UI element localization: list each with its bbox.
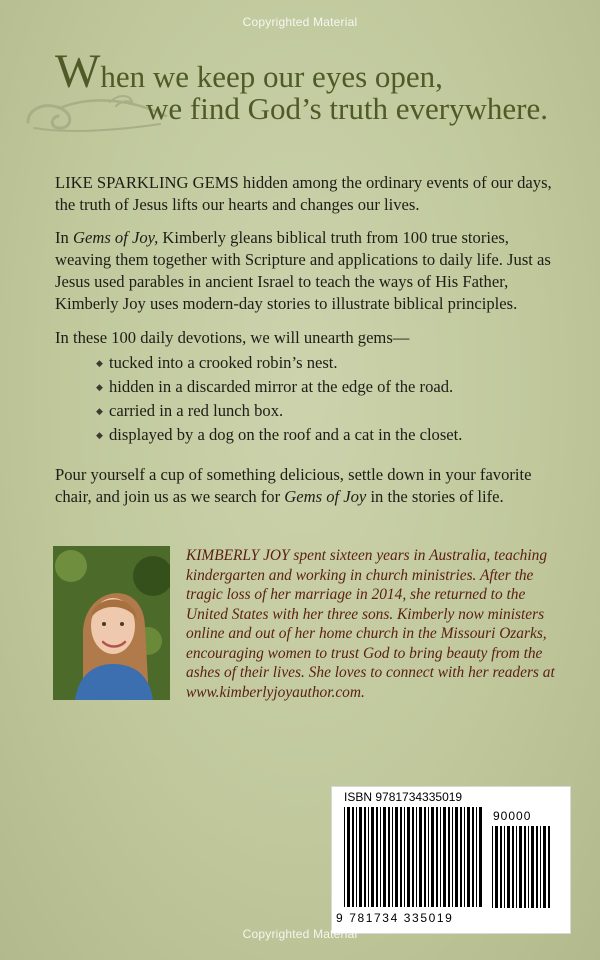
- barcode-bar: [352, 807, 354, 907]
- intro-caps: LIKE SPARKLING GEMS: [55, 173, 239, 192]
- barcode-bar: [431, 807, 434, 907]
- book-title: Gems of Joy,: [72, 228, 159, 247]
- barcode-bar: [507, 826, 510, 908]
- author-bio: KIMBERLY JOY spent sixteen years in Australia, teaching kindergarten and working in church ministries. After the tragic loss of her marriage in 2014, she returned to the United States with her three sons. Kimberly now ministers online and out of her home church in the Missouri Ozarks, encouraging women to trust God to bring beauty from the ashes of their lives. She loves to connect with her readers at www.kimberlyjoyauthor.com.: [186, 547, 555, 701]
- barcode-bar: [364, 807, 366, 907]
- list-item: [96, 351, 462, 375]
- barcode-bar: [543, 826, 546, 908]
- barcode-bar: [344, 807, 345, 907]
- barcode-bar: [368, 807, 369, 907]
- barcode-bar: [395, 807, 398, 907]
- list-item: [96, 399, 462, 423]
- barcode-bar: [440, 807, 441, 907]
- tagline-line-1-text: hen we keep our eyes open,: [100, 59, 443, 94]
- tagline-initial: W: [55, 45, 101, 98]
- intro-text: hidden among the ordinary events of our days, the truth of Jesus lifts our hearts and changes our lives.: [55, 173, 552, 214]
- barcode-bar: [356, 807, 357, 907]
- barcode-bar: [400, 807, 402, 907]
- author-portrait-icon: [53, 546, 170, 700]
- watermark-bottom: Copyrighted Material: [242, 927, 358, 941]
- barcode-bar: [519, 826, 522, 908]
- invitation-text: Pour yourself a cup of something delicious, settle down in your favorite chair, and join us as we search for: [55, 465, 532, 506]
- barcode-bar: [464, 807, 465, 907]
- barcode-bar: [424, 807, 426, 907]
- price-code: 90000: [493, 809, 532, 823]
- barcode-bar: [359, 807, 362, 907]
- barcode-bar: [516, 826, 517, 908]
- barcode-bar: [528, 826, 529, 908]
- list-item-text: hidden in a discarded mirror at the edge of the road.: [109, 377, 454, 396]
- barcode-bar: [392, 807, 393, 907]
- barcode-bar: [455, 807, 458, 907]
- list-item-text: displayed by a dog on the roof and a cat in the closet.: [109, 425, 463, 444]
- barcode-bar: [412, 807, 414, 907]
- barcode-bar: [476, 807, 477, 907]
- barcode-bar: [548, 826, 550, 908]
- barcode-bar: [380, 807, 381, 907]
- invitation-paragraph: [55, 464, 555, 508]
- barcode-bar: [416, 807, 417, 907]
- diamond-bullet-icon: ◆: [96, 406, 103, 416]
- barcode-bar: [472, 807, 474, 907]
- isbn-label: ISBN 9781734335019: [344, 790, 463, 804]
- barcode-icon: [344, 807, 484, 911]
- barcode-bar: [524, 826, 526, 908]
- barcode-bar: [407, 807, 410, 907]
- tagline: [0, 40, 600, 140]
- barcode-bar: [495, 826, 498, 908]
- book-title: Gems of Joy: [284, 487, 367, 506]
- list-item-text: tucked into a crooked robin’s nest.: [109, 353, 338, 372]
- barcode-bar: [531, 826, 534, 908]
- barcode-bar: [383, 807, 386, 907]
- tagline-line-1: [55, 45, 443, 98]
- description-text: Kimberly gleans biblical truth from 100 true stories, weaving them together with Scripture and applications to daily life. Just as Jesus used parables in ancient Israel to teach the ways of His Father, Kimberly Joy uses modern-day stories to illustrate biblical principles.: [55, 228, 551, 313]
- barcode-bar: [512, 826, 514, 908]
- list-item-text: carried in a red lunch box.: [109, 401, 284, 420]
- gems-list: [96, 351, 462, 447]
- devotions-intro: In these 100 daily devotions, we will unearth gems—: [55, 328, 410, 347]
- barcode-bar: [347, 807, 350, 907]
- barcode-bar: [404, 807, 405, 907]
- diamond-bullet-icon: ◆: [96, 358, 103, 368]
- barcode-bar: [504, 826, 505, 908]
- barcode-bar: [436, 807, 438, 907]
- barcode-bar: [419, 807, 422, 907]
- diamond-bullet-icon: ◆: [96, 382, 103, 392]
- intro-paragraph: [55, 172, 555, 216]
- barcode-bar: [452, 807, 453, 907]
- tagline-line-2: we find God’s truth everywhere.: [146, 91, 549, 126]
- list-item: [96, 423, 462, 447]
- invitation-end: in the stories of life.: [366, 487, 504, 506]
- isbn-barcode: [331, 786, 571, 934]
- barcode-bar: [443, 807, 446, 907]
- diamond-bullet-icon: ◆: [96, 430, 103, 440]
- barcode-bar: [492, 826, 493, 908]
- barcode-bar: [460, 807, 462, 907]
- list-item: [96, 375, 462, 399]
- barcode-bar: [428, 807, 429, 907]
- barcode-bar: [376, 807, 378, 907]
- description-prefix: In: [55, 228, 73, 247]
- author-photo: [53, 546, 170, 700]
- barcode-bar: [371, 807, 374, 907]
- barcode-bar: [500, 826, 502, 908]
- barcode-bar: [479, 807, 482, 907]
- description-paragraph: [55, 227, 555, 315]
- addon-barcode-icon: [492, 826, 556, 910]
- barcode-bar: [448, 807, 450, 907]
- barcode-bar: [388, 807, 390, 907]
- barcode-bar: [540, 826, 541, 908]
- watermark-top: Copyrighted Material: [242, 15, 358, 29]
- barcode-bar: [467, 807, 470, 907]
- isbn-digits: 9 781734 335019: [336, 911, 454, 925]
- barcode-bar: [536, 826, 538, 908]
